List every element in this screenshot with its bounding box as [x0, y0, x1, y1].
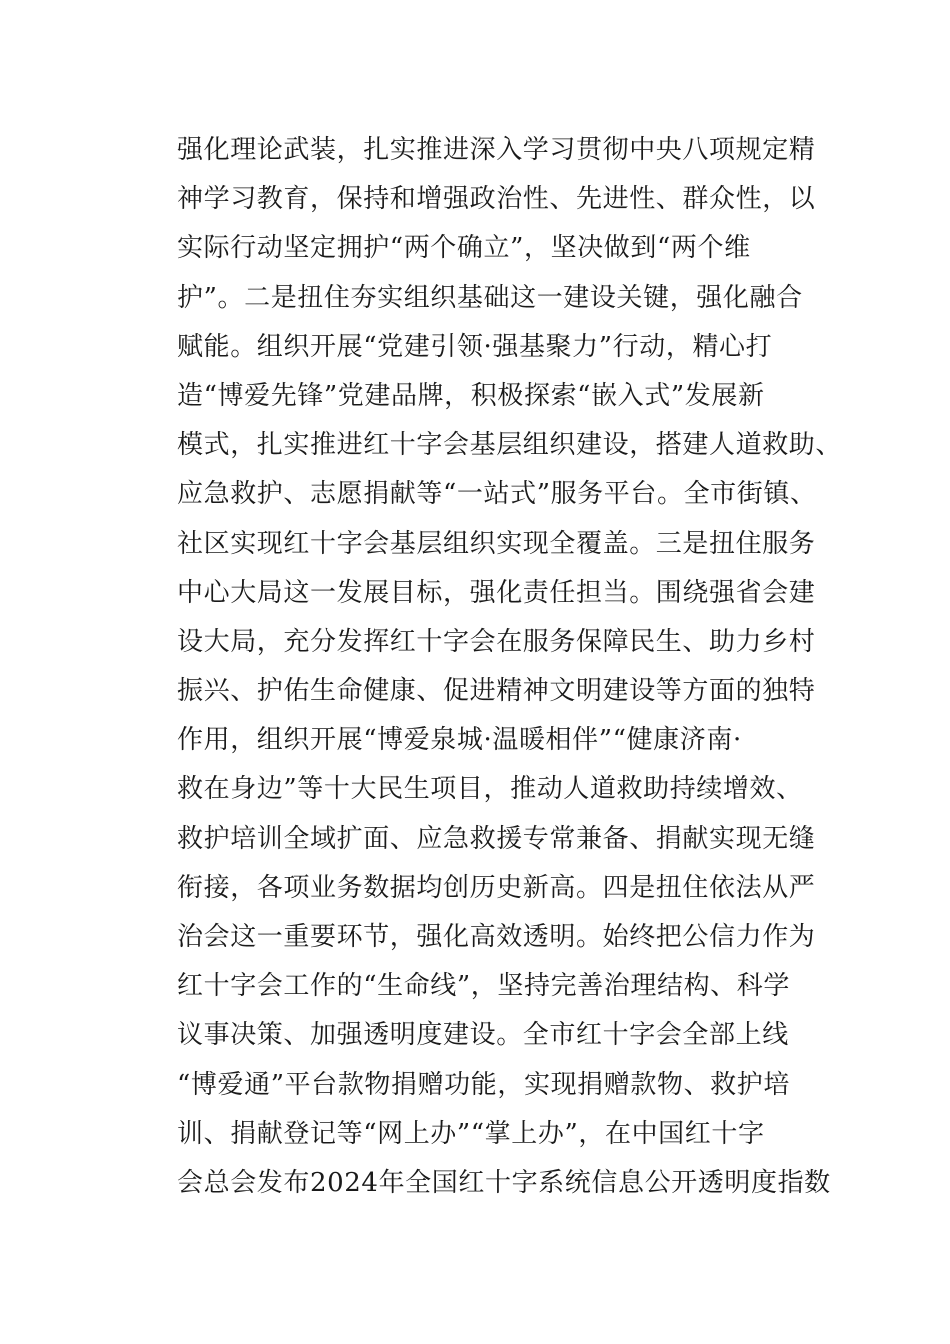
text-line: 神学习教育，保持和增强政治性、先进性、群众性，以 — [177, 184, 816, 215]
text-line: 训、捐献登记等“网上办”“掌上办”，在中国红十字 — [177, 1118, 765, 1149]
text-line: 会总会发布2024年全国红十字系统信息公开透明度指数 — [177, 1167, 831, 1198]
body-text — [177, 128, 843, 1210]
text-line: 振兴、护佑生命健康、促进精神文明建设等方面的独特 — [177, 676, 816, 707]
text-line: 作用，组织开展“博爱泉城·温暖相伴”“健康济南· — [177, 725, 742, 756]
text-line: 护”。二是扭住夯实组织基础这一建设关键，强化融合 — [177, 282, 803, 313]
text-line: 模式，扎实推进红十字会基层组织建设，搭建人道救助、 — [177, 430, 843, 461]
text-line: 议事决策、加强透明度建设。全市红十字会全部上线 — [177, 1020, 789, 1051]
text-line: 设大局，充分发挥红十字会在服务保障民生、助力乡村 — [177, 626, 816, 657]
text-line: 造“博爱先锋”党建品牌，积极探索“嵌入式”发展新 — [177, 380, 765, 411]
text-line: 治会这一重要环节，强化高效透明。始终把公信力作为 — [177, 922, 816, 952]
text-line: 赋能。组织开展“党建引领·强基聚力”行动，精心打 — [177, 331, 773, 362]
text-line: 应急救护、志愿捐献等“一站式”服务平台。全市街镇、 — [177, 479, 817, 510]
text-line: 救护培训全域扩面、应急救援专常兼备、捐献实现无缝 — [177, 823, 816, 854]
text-line: 衔接，各项业务数据均创历史新高。四是扭住依法从严 — [177, 872, 816, 903]
text-line: 强化理论武装，扎实推进深入学习贯彻中央八项规定精 — [177, 135, 816, 165]
text-line: 救在身边”等十大民生项目，推动人道救助持续增效、 — [177, 774, 803, 805]
text-line: 实际行动坚定拥护“两个确立”，坚决做到“两个维 — [177, 233, 751, 264]
text-line: “博爱通”平台款物捐赠功能，实现捐赠款物、救护培 — [177, 1069, 790, 1100]
text-line: 中心大局这一发展目标，强化责任担当。围绕强省会建 — [177, 577, 816, 608]
text-line: 社区实现红十字会基层组织实现全覆盖。三是扭住服务 — [177, 528, 816, 559]
text-line: 红十字会工作的“生命线”，坚持完善治理结构、科学 — [177, 971, 790, 1002]
